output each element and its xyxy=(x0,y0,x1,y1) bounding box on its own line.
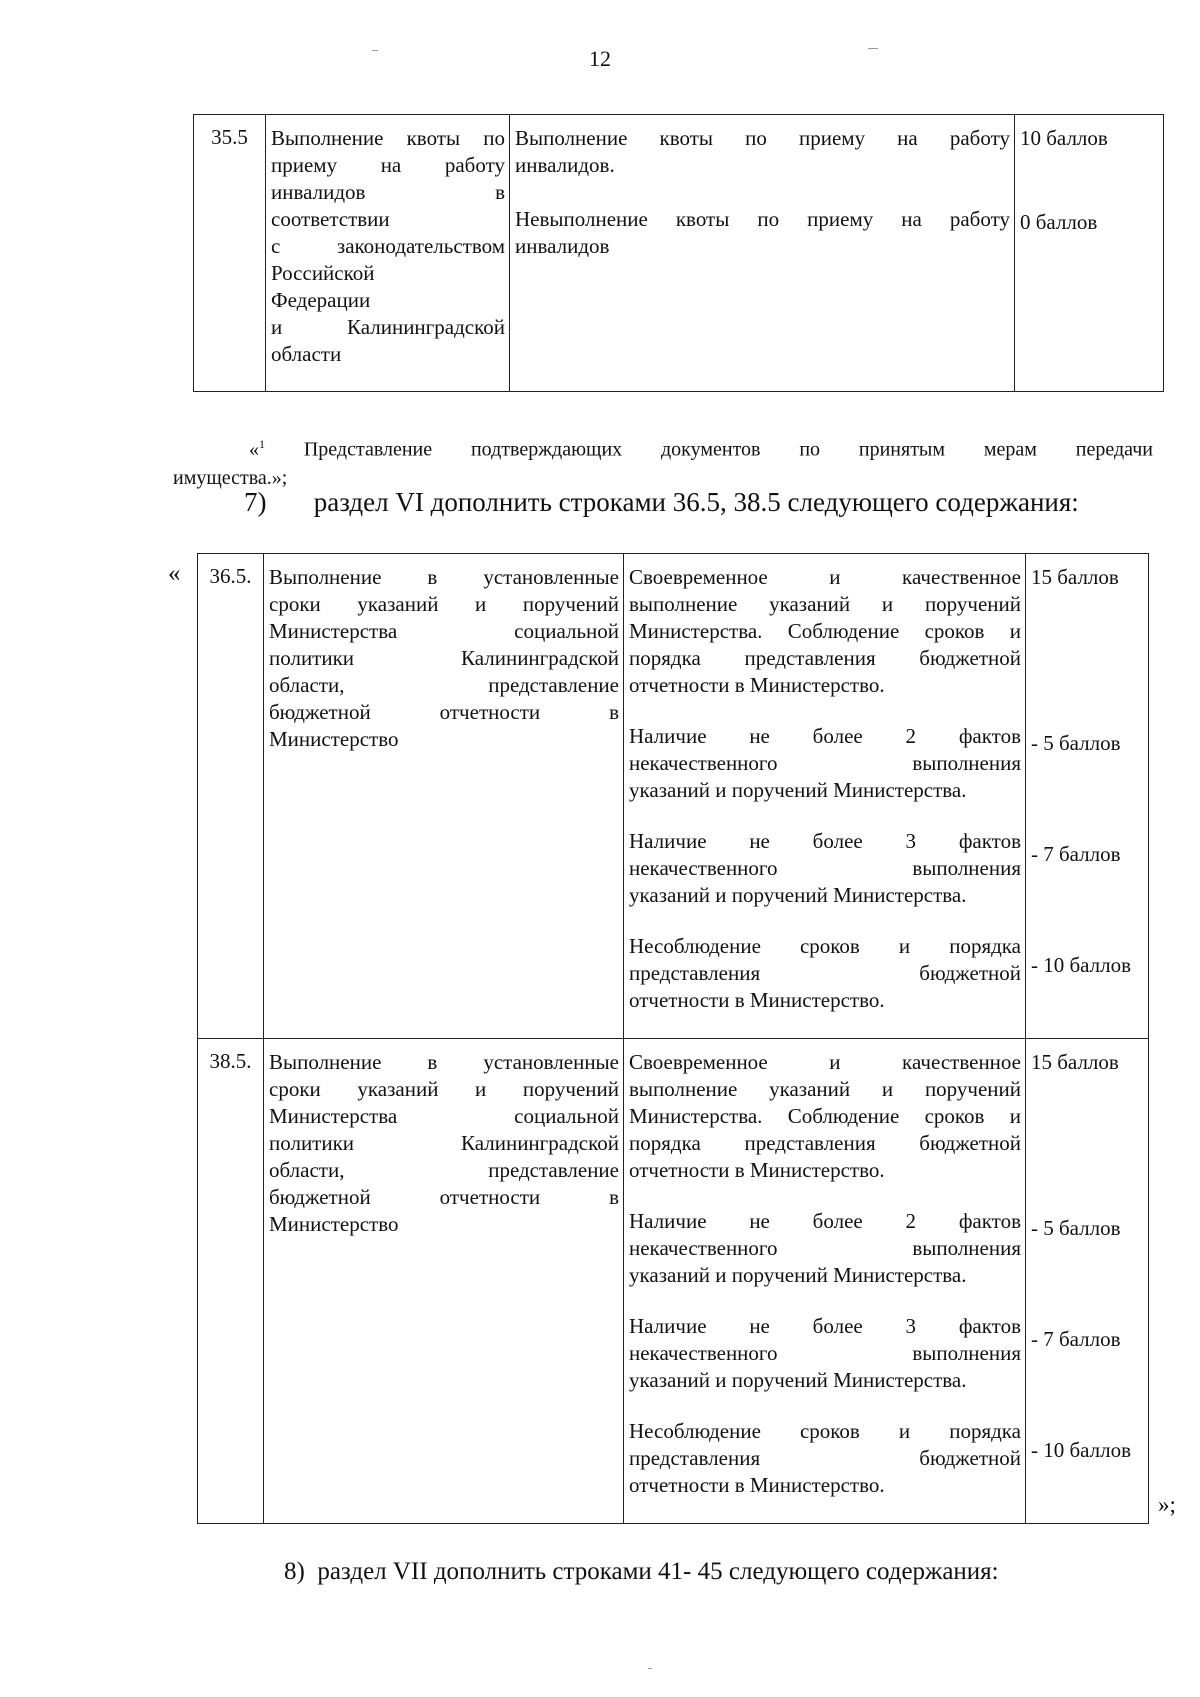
criteria-table-main xyxy=(197,553,1149,1524)
condition-line: некачественного выполнения xyxy=(629,1341,1021,1365)
row-number: 35.5 xyxy=(194,115,266,392)
condition-block xyxy=(515,206,1010,260)
condition-line: представления бюджетной xyxy=(629,1446,1021,1470)
footnote-marker: 1 xyxy=(259,437,265,451)
criterion-line: бюджетной отчетности в xyxy=(269,1185,619,1209)
criterion-line: политики Калининградской xyxy=(269,1131,619,1155)
table-row xyxy=(198,1039,1149,1524)
points-value: 0 баллов xyxy=(1020,210,1098,234)
condition-block xyxy=(629,1208,1021,1289)
criterion-line: сроки указаний и поручений xyxy=(269,592,619,616)
condition-line: порядка представления бюджетной xyxy=(629,646,1021,670)
condition-line: Выполнение квоты по приему на работу xyxy=(515,126,1010,150)
condition-line: указаний и поручений Министерства. xyxy=(629,778,967,802)
conditions-cell xyxy=(624,554,1026,1039)
condition-block xyxy=(629,828,1021,909)
condition-block xyxy=(629,933,1021,1014)
condition-line: отчетности в Министерство. xyxy=(629,673,885,697)
criterion-line: Выполнение в установленные xyxy=(269,565,619,589)
condition-line: указаний и поручений Министерства. xyxy=(629,883,967,907)
condition-line: Наличие не более 2 фактов xyxy=(629,1209,1021,1233)
condition-block xyxy=(629,723,1021,804)
row-number: 36.5. xyxy=(198,554,264,1039)
condition-line: Наличие не более 3 фактов xyxy=(629,1314,1021,1338)
criterion-line: Российской xyxy=(271,261,375,285)
criterion-line: Выполнение в установленные xyxy=(269,1050,619,1074)
condition-block xyxy=(629,564,1021,699)
condition-block xyxy=(629,1313,1021,1394)
footnote-quote: « xyxy=(249,438,259,461)
condition-line: указаний и поручений Министерства. xyxy=(629,1263,967,1287)
condition-line: порядка представления бюджетной xyxy=(629,1131,1021,1155)
points-cell xyxy=(1026,1039,1149,1524)
criterion-line: и Калининградской xyxy=(271,315,505,339)
scan-speck xyxy=(648,1668,652,1669)
condition-block xyxy=(515,125,1010,179)
scan-speck xyxy=(868,48,878,49)
condition-line: отчетности в Министерство. xyxy=(629,1158,885,1182)
points-value: - 7 баллов xyxy=(1031,842,1121,866)
criterion-line: Министерства социальной xyxy=(269,1104,619,1128)
criterion-line: Министерства социальной xyxy=(269,619,619,643)
condition-line: Министерства. Соблюдение сроков и xyxy=(629,619,1021,643)
criterion-cell xyxy=(264,554,624,1039)
criterion-line: соответствии xyxy=(271,207,390,231)
points-cell xyxy=(1015,115,1164,392)
criterion-line: Министерство xyxy=(269,1212,399,1236)
criteria-table-top xyxy=(193,114,1164,392)
condition-line: Своевременное и качественное xyxy=(629,565,1021,589)
points-value: - 7 баллов xyxy=(1031,1327,1121,1351)
condition-line: Своевременное и качественное xyxy=(629,1050,1021,1074)
condition-line: Невыполнение квоты по приему на работу xyxy=(515,207,1010,231)
table-row xyxy=(198,554,1149,1039)
condition-line: отчетности в Министерство. xyxy=(629,988,885,1012)
criterion-line: сроки указаний и поручений xyxy=(269,1077,619,1101)
condition-line: Наличие не более 3 фактов xyxy=(629,829,1021,853)
condition-line: некачественного выполнения xyxy=(629,1236,1021,1260)
footnote-line-2: имущества.»; xyxy=(173,466,288,489)
criterion-line: области, представление xyxy=(269,1158,619,1182)
closing-quote: »; xyxy=(1158,1492,1176,1517)
condition-line: некачественного выполнения xyxy=(629,856,1021,880)
criterion-line: с законодательством xyxy=(271,234,505,258)
item-8-heading: 8) раздел VII дополнить строками 41- 45 следующего содержания: xyxy=(284,1558,999,1585)
condition-line: инвалидов. xyxy=(515,153,615,177)
criterion-line: Выполнение квоты по xyxy=(271,126,505,150)
points-value: - 5 баллов xyxy=(1031,731,1121,755)
item-7-heading: 7) раздел VI дополнить строками 36.5, 38.5 следующего содержания: xyxy=(244,487,1079,517)
conditions-cell xyxy=(510,115,1015,392)
criterion-cell xyxy=(266,115,510,392)
condition-line: отчетности в Министерство. xyxy=(629,1473,885,1497)
criterion-line: области xyxy=(271,342,342,366)
points-value: 15 баллов xyxy=(1031,1050,1119,1074)
criterion-line: приему на работу xyxy=(271,153,505,177)
points-cell xyxy=(1026,554,1149,1039)
points-value: 10 баллов xyxy=(1020,126,1108,150)
condition-line: Несоблюдение сроков и порядка xyxy=(629,934,1021,958)
footnote-text: Представление подтверждающих документов по принятым мерам передачи xyxy=(265,438,1153,461)
criterion-line: бюджетной отчетности в xyxy=(269,700,619,724)
criterion-line: политики Калининградской xyxy=(269,646,619,670)
scan-speck xyxy=(372,50,378,51)
condition-line: Наличие не более 2 фактов xyxy=(629,724,1021,748)
criterion-line: инвалидов в xyxy=(271,180,505,204)
points-value: 15 баллов xyxy=(1031,565,1119,589)
condition-block xyxy=(629,1049,1021,1184)
table-row xyxy=(194,115,1164,392)
criterion-cell xyxy=(264,1039,624,1524)
points-value: - 5 баллов xyxy=(1031,1216,1121,1240)
condition-line: Министерства. Соблюдение сроков и xyxy=(629,1104,1021,1128)
footnote xyxy=(173,430,1153,492)
criterion-line: Министерство xyxy=(269,727,399,751)
condition-line: выполнение указаний и поручений xyxy=(629,592,1021,616)
points-value: - 10 баллов xyxy=(1031,1438,1132,1462)
criterion-line: Федерации xyxy=(271,288,371,312)
footnote-line xyxy=(173,430,1153,464)
condition-line: Несоблюдение сроков и порядка xyxy=(629,1419,1021,1443)
condition-line: инвалидов xyxy=(515,234,610,258)
row-number: 38.5. xyxy=(198,1039,264,1524)
page-number: 12 xyxy=(589,46,611,71)
points-value: - 10 баллов xyxy=(1031,953,1132,977)
condition-line: представления бюджетной xyxy=(629,961,1021,985)
condition-line: некачественного выполнения xyxy=(629,751,1021,775)
conditions-cell xyxy=(624,1039,1026,1524)
opening-quote: « xyxy=(168,560,181,587)
condition-line: выполнение указаний и поручений xyxy=(629,1077,1021,1101)
condition-line: указаний и поручений Министерства. xyxy=(629,1368,967,1392)
condition-block xyxy=(629,1418,1021,1499)
criterion-line: области, представление xyxy=(269,673,619,697)
